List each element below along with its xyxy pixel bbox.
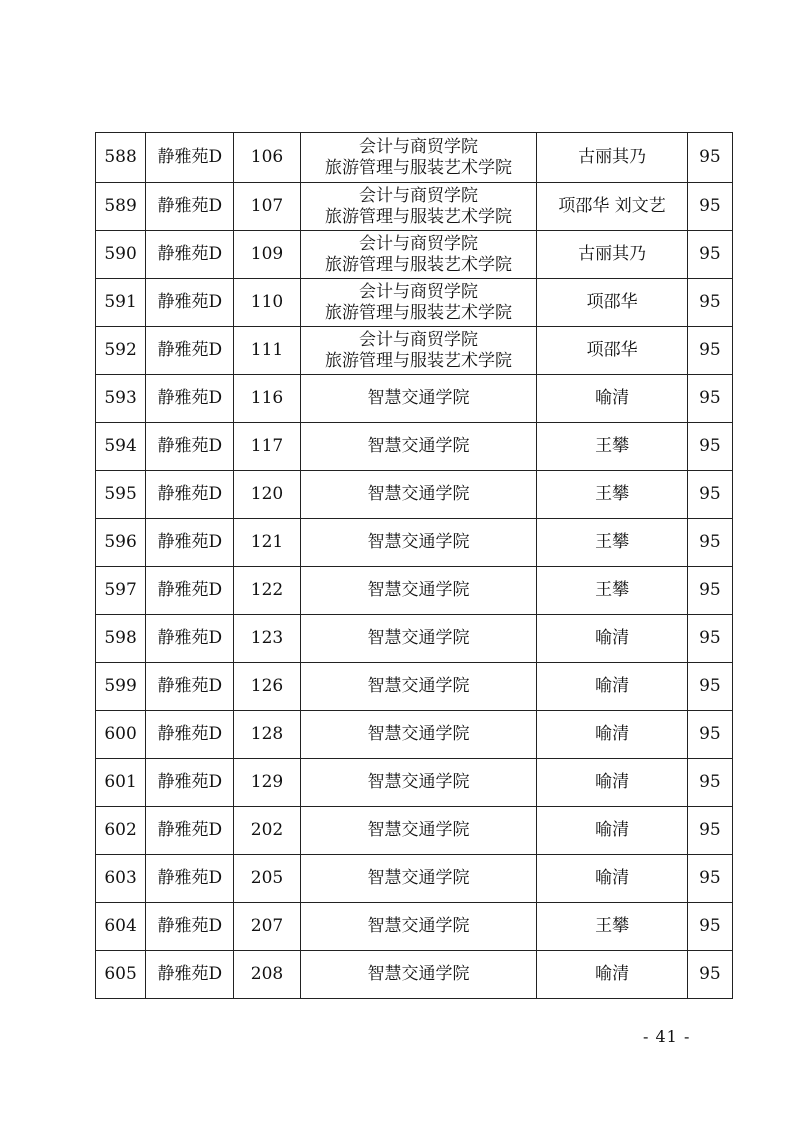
cell-building: 静雅苑D: [146, 663, 234, 711]
college-line: 智慧交通学院: [367, 868, 470, 888]
cell-building: 静雅苑D: [146, 519, 234, 567]
cell-room: 128: [234, 711, 300, 759]
table-row: [96, 519, 733, 567]
cell-teacher: 喻清: [537, 855, 687, 903]
cell-score: 95: [687, 183, 732, 231]
cell-room: 109: [234, 231, 300, 279]
college-line: 旅游管理与服装艺术学院: [324, 254, 512, 275]
cell-building: 静雅苑D: [146, 567, 234, 615]
cell-teacher: 古丽其乃: [537, 133, 687, 183]
cell-score: 95: [687, 615, 732, 663]
cell-teacher: 喻清: [537, 615, 687, 663]
table-row: [96, 807, 733, 855]
table-row: [96, 951, 733, 999]
cell-college: [300, 133, 537, 183]
cell-college: [300, 231, 537, 279]
cell-room: 207: [234, 903, 300, 951]
college-line: 旅游管理与服装艺术学院: [324, 350, 512, 371]
cell-teacher: 喻清: [537, 711, 687, 759]
cell-college: [300, 807, 537, 855]
cell-college: [300, 327, 537, 375]
table-row: [96, 423, 733, 471]
cell-score: 95: [687, 663, 732, 711]
cell-college: [300, 759, 537, 807]
cell-number: 600: [96, 711, 146, 759]
college-line: 智慧交通学院: [367, 724, 470, 744]
cell-score: 95: [687, 471, 732, 519]
cell-score: 95: [687, 759, 732, 807]
cell-number: 588: [96, 133, 146, 183]
cell-score: 95: [687, 375, 732, 423]
cell-college: [300, 903, 537, 951]
college-line: 智慧交通学院: [367, 436, 470, 456]
cell-building: 静雅苑D: [146, 711, 234, 759]
table-row: [96, 855, 733, 903]
cell-room: 111: [234, 327, 300, 375]
college-line: 智慧交通学院: [367, 676, 470, 696]
cell-score: 95: [687, 133, 732, 183]
cell-room: 123: [234, 615, 300, 663]
cell-room: 116: [234, 375, 300, 423]
cell-teacher: 王攀: [537, 903, 687, 951]
cell-college: [300, 567, 537, 615]
cell-college: [300, 951, 537, 999]
cell-college: [300, 711, 537, 759]
cell-college: [300, 519, 537, 567]
cell-number: 590: [96, 231, 146, 279]
cell-building: 静雅苑D: [146, 375, 234, 423]
cell-teacher: 王攀: [537, 471, 687, 519]
cell-score: 95: [687, 855, 732, 903]
cell-teacher: 喻清: [537, 375, 687, 423]
cell-number: 594: [96, 423, 146, 471]
cell-score: 95: [687, 231, 732, 279]
table-row: [96, 133, 733, 183]
cell-room: 129: [234, 759, 300, 807]
cell-teacher: 王攀: [537, 423, 687, 471]
cell-number: 599: [96, 663, 146, 711]
cell-number: 597: [96, 567, 146, 615]
cell-teacher: 喻清: [537, 759, 687, 807]
cell-teacher: 喻清: [537, 807, 687, 855]
cell-building: 静雅苑D: [146, 231, 234, 279]
cell-teacher: 项邵华 刘文艺: [537, 183, 687, 231]
college-line: 智慧交通学院: [367, 820, 470, 840]
cell-number: 601: [96, 759, 146, 807]
cell-building: 静雅苑D: [146, 133, 234, 183]
cell-teacher: 王攀: [537, 519, 687, 567]
cell-number: 593: [96, 375, 146, 423]
cell-score: 95: [687, 567, 732, 615]
table-row: [96, 375, 733, 423]
cell-number: 592: [96, 327, 146, 375]
college-line: 旅游管理与服装艺术学院: [324, 302, 512, 323]
cell-score: 95: [687, 327, 732, 375]
table-row: [96, 567, 733, 615]
college-line: 智慧交通学院: [367, 916, 470, 936]
page-number: - 41 -: [643, 1027, 691, 1046]
table-row: [96, 183, 733, 231]
cell-number: 604: [96, 903, 146, 951]
cell-score: 95: [687, 807, 732, 855]
college-line: 智慧交通学院: [367, 628, 470, 648]
college-line: 智慧交通学院: [367, 772, 470, 792]
cell-teacher: 王攀: [537, 567, 687, 615]
cell-college: [300, 423, 537, 471]
cell-room: 122: [234, 567, 300, 615]
cell-room: 120: [234, 471, 300, 519]
table-body: [96, 133, 733, 999]
cell-score: 95: [687, 951, 732, 999]
cell-teacher: 项邵华: [537, 279, 687, 327]
cell-room: 110: [234, 279, 300, 327]
cell-college: [300, 855, 537, 903]
cell-college: [300, 471, 537, 519]
college-line: 智慧交通学院: [367, 532, 470, 552]
cell-room: 107: [234, 183, 300, 231]
dormitory-score-table-container: [95, 132, 733, 999]
cell-building: 静雅苑D: [146, 615, 234, 663]
cell-number: 602: [96, 807, 146, 855]
cell-room: 126: [234, 663, 300, 711]
cell-building: 静雅苑D: [146, 183, 234, 231]
cell-building: 静雅苑D: [146, 903, 234, 951]
college-line: 智慧交通学院: [367, 580, 470, 600]
college-line: 智慧交通学院: [367, 484, 470, 504]
table-row: [96, 711, 733, 759]
cell-room: 106: [234, 133, 300, 183]
cell-building: 静雅苑D: [146, 807, 234, 855]
cell-score: 95: [687, 519, 732, 567]
table-row: [96, 903, 733, 951]
cell-number: 598: [96, 615, 146, 663]
cell-number: 589: [96, 183, 146, 231]
cell-room: 205: [234, 855, 300, 903]
cell-college: [300, 615, 537, 663]
table-row: [96, 663, 733, 711]
cell-teacher: 喻清: [537, 951, 687, 999]
cell-score: 95: [687, 711, 732, 759]
cell-college: [300, 375, 537, 423]
college-line: 会计与商贸学院: [358, 233, 478, 254]
cell-number: 605: [96, 951, 146, 999]
cell-score: 95: [687, 279, 732, 327]
table-row: [96, 231, 733, 279]
table-row: [96, 471, 733, 519]
college-line: 旅游管理与服装艺术学院: [324, 206, 512, 227]
cell-teacher: 喻清: [537, 663, 687, 711]
cell-building: 静雅苑D: [146, 423, 234, 471]
college-line: 会计与商贸学院: [358, 329, 478, 350]
college-line: 会计与商贸学院: [358, 136, 478, 157]
cell-building: 静雅苑D: [146, 471, 234, 519]
cell-number: 603: [96, 855, 146, 903]
cell-building: 静雅苑D: [146, 327, 234, 375]
cell-room: 121: [234, 519, 300, 567]
table-row: [96, 615, 733, 663]
college-line: 智慧交通学院: [367, 388, 470, 408]
cell-building: 静雅苑D: [146, 759, 234, 807]
college-line: 会计与商贸学院: [358, 185, 478, 206]
cell-score: 95: [687, 903, 732, 951]
table-row: [96, 759, 733, 807]
cell-teacher: 项邵华: [537, 327, 687, 375]
table-row: [96, 279, 733, 327]
cell-teacher: 古丽其乃: [537, 231, 687, 279]
cell-building: 静雅苑D: [146, 951, 234, 999]
cell-room: 208: [234, 951, 300, 999]
cell-building: 静雅苑D: [146, 855, 234, 903]
college-line: 旅游管理与服装艺术学院: [324, 157, 512, 178]
cell-number: 596: [96, 519, 146, 567]
cell-building: 静雅苑D: [146, 279, 234, 327]
dormitory-score-table: [95, 132, 733, 999]
college-line: 会计与商贸学院: [358, 281, 478, 302]
cell-score: 95: [687, 423, 732, 471]
cell-room: 117: [234, 423, 300, 471]
cell-college: [300, 663, 537, 711]
cell-room: 202: [234, 807, 300, 855]
table-row: [96, 327, 733, 375]
cell-college: [300, 183, 537, 231]
cell-number: 591: [96, 279, 146, 327]
cell-number: 595: [96, 471, 146, 519]
cell-college: [300, 279, 537, 327]
college-line: 智慧交通学院: [367, 964, 470, 984]
